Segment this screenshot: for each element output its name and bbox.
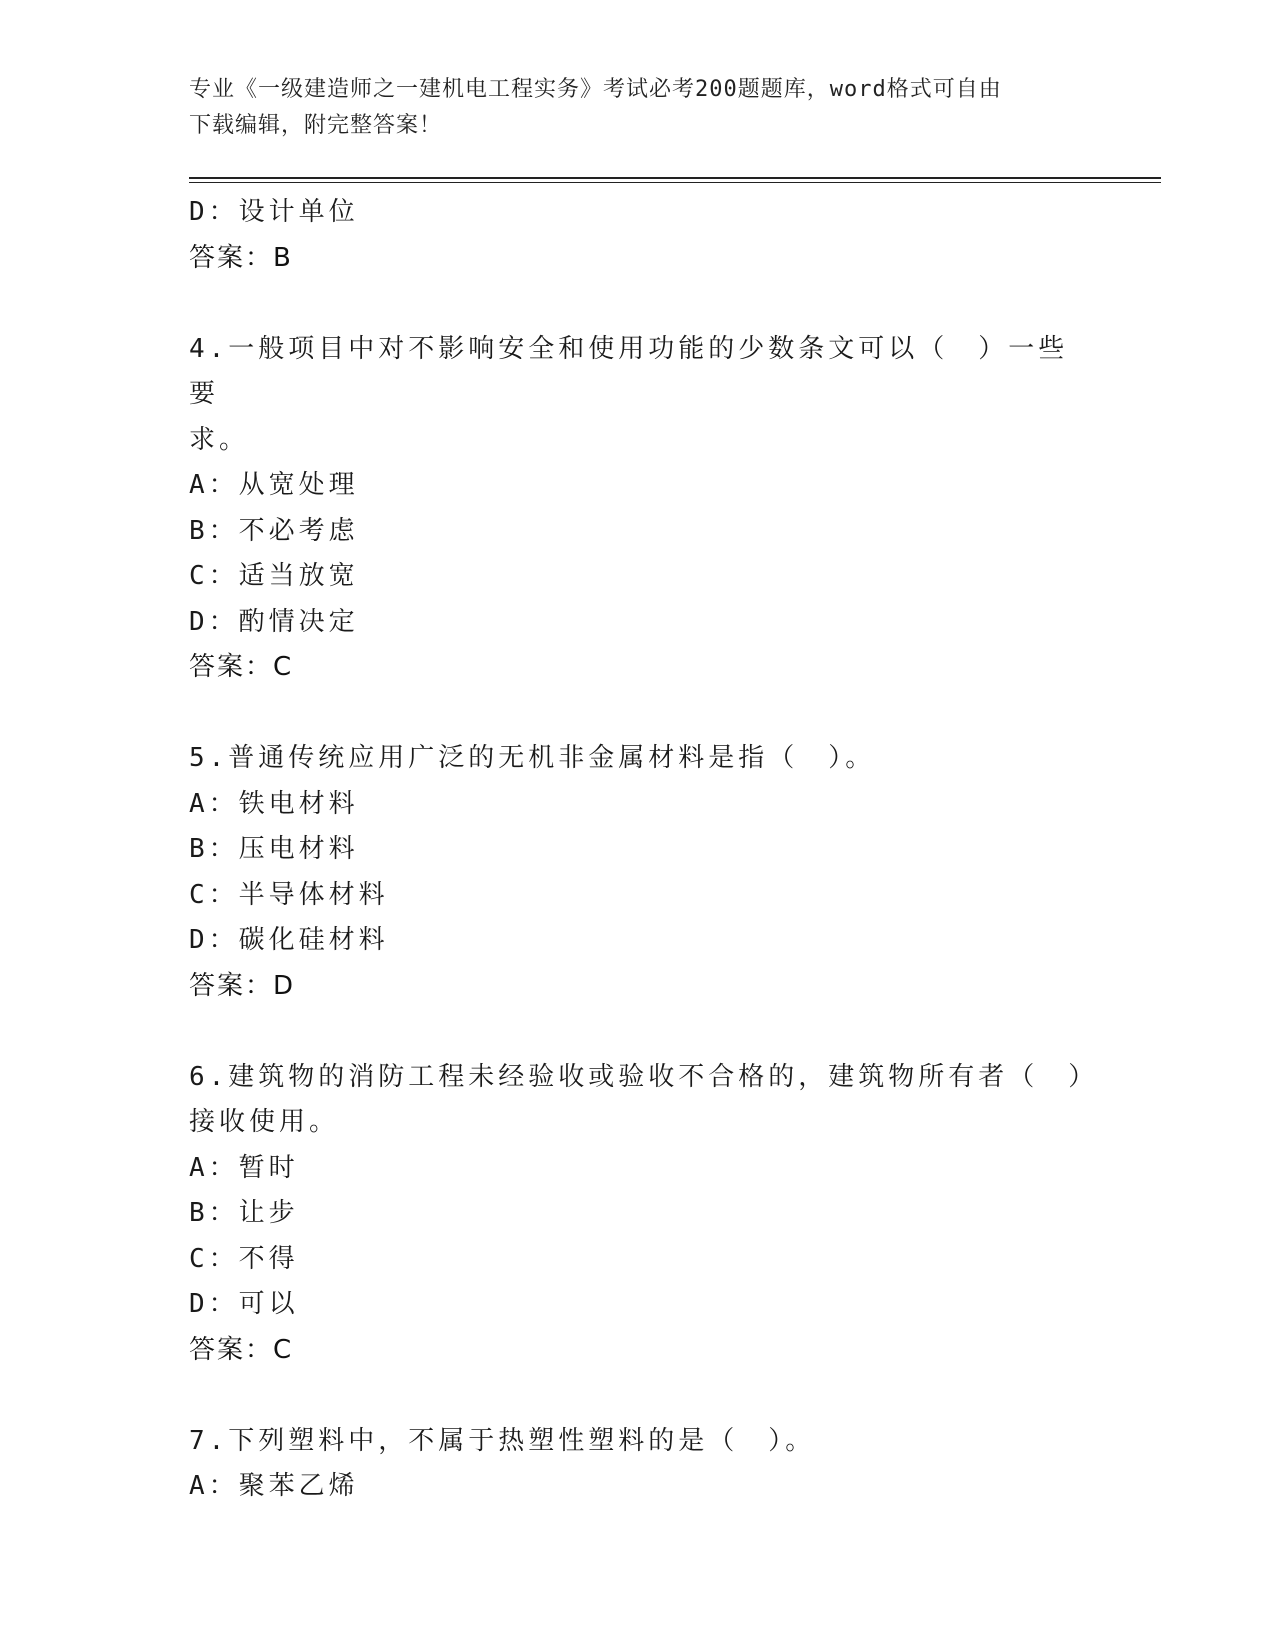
header-divider-thin bbox=[189, 182, 1161, 183]
option-c: C：不得 bbox=[189, 1243, 299, 1274]
option-a: A：暂时 bbox=[189, 1152, 299, 1183]
question-text-line: 4.一般项目中对不影响安全和使用功能的少数条文可以（ ）一些要 bbox=[189, 333, 1069, 409]
option-a: A：从宽处理 bbox=[189, 470, 359, 500]
option-a: A：铁电材料 bbox=[189, 788, 359, 819]
previous-question-tail bbox=[189, 190, 1089, 281]
option-a: A：聚苯乙烯 bbox=[189, 1471, 359, 1501]
question-text-line: 6.建筑物的消防工程未经验收或验收不合格的，建筑物所有者（ ） bbox=[189, 1061, 1099, 1092]
question-content bbox=[189, 190, 1099, 1510]
option-b: B：压电材料 bbox=[189, 834, 359, 864]
question-5 bbox=[189, 736, 1089, 1009]
option-d: D：可以 bbox=[189, 1289, 299, 1319]
question-6 bbox=[189, 1055, 1099, 1374]
question-text-line: 7.下列塑料中，不属于热塑性塑料的是（ ）。 bbox=[189, 1425, 816, 1456]
header-line-1: 专业《一级建造师之一建机电工程实务》考试必考200题题库，word格式可自由 bbox=[189, 77, 1002, 102]
header-line-2: 下载编辑，附完整答案！ bbox=[189, 113, 443, 138]
option-d: D：设计单位 bbox=[189, 197, 359, 227]
question-text-line: 5.普通传统应用广泛的无机非金属材料是指（ ）。 bbox=[189, 743, 876, 773]
question-4 bbox=[189, 327, 1089, 691]
option-c: C：适当放宽 bbox=[189, 561, 359, 591]
answer-line: 答案：B bbox=[189, 242, 293, 273]
option-b: B：不必考虑 bbox=[189, 515, 359, 546]
option-b: B：让步 bbox=[189, 1198, 299, 1228]
question-7 bbox=[189, 1419, 1089, 1510]
answer-line: 答案：C bbox=[189, 652, 294, 682]
header-divider-thick bbox=[189, 177, 1161, 179]
option-c: C：半导体材料 bbox=[189, 879, 389, 910]
option-d: D：酌情决定 bbox=[189, 606, 359, 637]
document-header bbox=[189, 72, 1089, 144]
option-d: D：碳化硅材料 bbox=[189, 925, 389, 955]
question-text-line: 接收使用。 bbox=[189, 1107, 340, 1137]
question-text-line: 求。 bbox=[189, 424, 250, 455]
answer-line: 答案：C bbox=[189, 1334, 294, 1365]
answer-line: 答案：D bbox=[189, 970, 296, 1001]
